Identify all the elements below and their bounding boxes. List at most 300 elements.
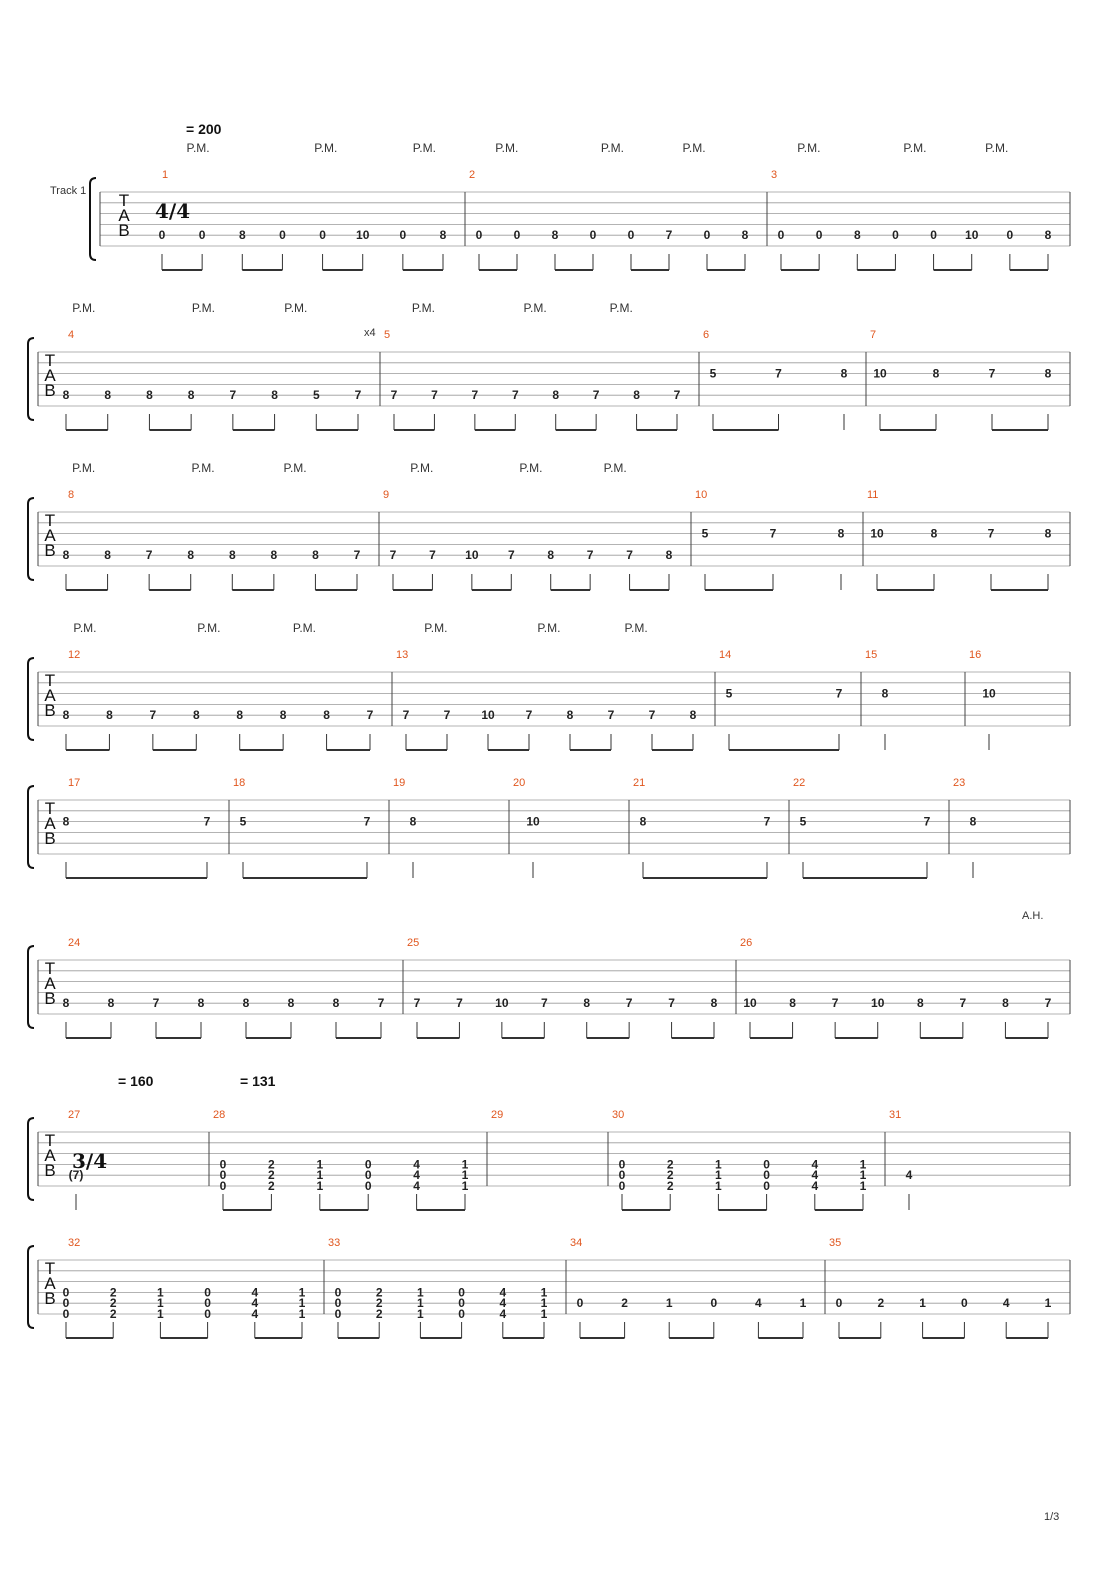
- fret-number: 4: [905, 1168, 913, 1183]
- fret-number: 7: [389, 548, 397, 563]
- fret-number: 8: [932, 366, 940, 381]
- measure-number: 31: [889, 1109, 902, 1121]
- palm-mute-label: P.M.: [283, 461, 307, 475]
- measure-number: 17: [68, 777, 81, 789]
- tempo-marking: = 131: [240, 1073, 276, 1089]
- system-brace: [28, 946, 34, 1028]
- measure-number: 2: [469, 169, 476, 181]
- fret-number: 7: [626, 548, 633, 563]
- system-brace: [28, 338, 34, 420]
- measure-number: 34: [570, 1237, 583, 1249]
- tab-clef-letter: B: [44, 1161, 56, 1180]
- palm-mute-label: P.M.: [600, 141, 625, 155]
- fret-number: 0: [930, 228, 937, 243]
- fret-number: 2: [666, 1168, 674, 1183]
- fret-number: 8: [187, 548, 195, 563]
- fret-number: 7: [402, 708, 410, 723]
- tab-clef-letter: B: [44, 989, 56, 1008]
- system-brace: [28, 1246, 34, 1328]
- tab-clef-letter: T: [44, 511, 56, 530]
- fret-number: 7: [668, 996, 675, 1011]
- fret-number: 7: [353, 548, 361, 563]
- fret-number: 8: [271, 388, 278, 403]
- fret-number: 0: [703, 228, 711, 243]
- measure-number: 15: [865, 649, 878, 661]
- fret-number: 5: [239, 814, 247, 829]
- fret-number: 8: [287, 996, 295, 1011]
- fret-number: 0: [475, 228, 483, 243]
- fret-number: 0: [334, 1285, 342, 1300]
- fret-number: 8: [62, 548, 70, 563]
- fret-number: 8: [689, 708, 697, 723]
- fret-number: 1: [316, 1168, 324, 1183]
- fret-number: 1: [157, 1307, 164, 1321]
- fret-number: 4: [499, 1296, 507, 1311]
- fret-number: 0: [892, 228, 899, 243]
- fret-number: 8: [1002, 996, 1009, 1011]
- fret-number: 7: [149, 708, 157, 723]
- fret-number: 7: [431, 388, 438, 403]
- time-signature: 3/4: [72, 1149, 108, 1173]
- system-brace: [90, 178, 96, 260]
- palm-mute-label: P.M.: [797, 141, 821, 155]
- fret-number: 1: [799, 1296, 807, 1311]
- fret-number: 8: [665, 548, 673, 563]
- track-label: Track 1: [50, 185, 87, 197]
- fret-number: 0: [961, 1296, 968, 1311]
- system-brace: [28, 498, 34, 580]
- measure-number: 28: [213, 1109, 226, 1121]
- fret-number: 0: [835, 1296, 843, 1311]
- tab-clef-letter: B: [118, 221, 130, 240]
- fret-number: 4: [499, 1285, 507, 1300]
- measure-number: 27: [68, 1109, 81, 1121]
- tab-clef-letter: B: [44, 1289, 56, 1308]
- measure-number: 25: [407, 937, 420, 949]
- fret-number: 1: [298, 1285, 306, 1300]
- fret-number: 10: [870, 526, 884, 541]
- fret-number: 7: [525, 708, 533, 723]
- fret-number: 7: [923, 814, 931, 829]
- tab-system: [28, 461, 1070, 590]
- fret-number: 8: [881, 686, 889, 701]
- fret-number: 1: [157, 1285, 164, 1300]
- fret-number: 8: [583, 996, 591, 1011]
- fret-number: 5: [725, 686, 733, 701]
- fret-number: (7): [68, 1168, 84, 1183]
- fret-number: 7: [203, 814, 211, 829]
- fret-number: 5: [701, 526, 709, 541]
- tab-system: [28, 937, 1070, 1038]
- fret-number: 8: [639, 814, 647, 829]
- fret-number: 0: [334, 1296, 342, 1311]
- fret-number: 7: [377, 996, 385, 1011]
- palm-mute-label: P.M.: [609, 301, 633, 315]
- fret-number: 1: [540, 1296, 548, 1311]
- palm-mute-label: P.M.: [682, 141, 706, 155]
- tempo-marking: = 160: [118, 1073, 154, 1089]
- palm-mute-label: P.M.: [519, 461, 543, 475]
- artificial-harmonic-label: A.H.: [1022, 910, 1044, 922]
- fret-number: 0: [62, 1296, 70, 1311]
- fret-number: 10: [465, 548, 479, 563]
- palm-mute-label: P.M.: [424, 621, 448, 635]
- system-brace: [28, 786, 34, 868]
- fret-number: 4: [251, 1285, 259, 1300]
- measure-number: 12: [68, 649, 81, 661]
- fret-number: 1: [919, 1296, 926, 1311]
- fret-number: 1: [316, 1157, 324, 1172]
- fret-number: 0: [364, 1179, 372, 1193]
- tab-system: [28, 301, 1070, 430]
- repeat-count: x4: [364, 327, 376, 339]
- fret-number: 8: [312, 548, 319, 563]
- fret-number: 10: [481, 708, 495, 723]
- fret-number: 4: [413, 1157, 420, 1172]
- tab-clef-letter: T: [44, 959, 56, 978]
- tab-clef-letter: A: [118, 206, 130, 225]
- fret-number: 0: [618, 1168, 626, 1183]
- tab-clef-letter: T: [44, 1131, 56, 1150]
- tab-clef-letter: T: [44, 1259, 56, 1278]
- palm-mute-label: P.M.: [603, 461, 627, 475]
- palm-mute-label: P.M.: [186, 141, 210, 155]
- palm-mute-label: P.M.: [412, 141, 436, 155]
- tab-clef-letter: A: [44, 366, 56, 385]
- fret-number: 7: [152, 996, 160, 1011]
- fret-number: 8: [62, 708, 70, 723]
- fret-number: 1: [417, 1307, 424, 1321]
- tab-system: [28, 621, 1070, 750]
- fret-number: 0: [710, 1296, 718, 1311]
- fret-number: 2: [109, 1296, 117, 1311]
- fret-number: 8: [409, 814, 417, 829]
- fret-number: 4: [413, 1168, 420, 1183]
- tab-clef-letter: A: [44, 814, 56, 833]
- fret-number: 8: [62, 814, 70, 829]
- fret-number: 8: [228, 548, 236, 563]
- fret-number: 8: [1044, 228, 1052, 243]
- palm-mute-label: P.M.: [410, 461, 434, 475]
- tab-clef-letter: B: [44, 541, 56, 560]
- fret-number: 8: [969, 814, 977, 829]
- fret-number: 0: [458, 1285, 465, 1300]
- measure-number: 30: [612, 1109, 625, 1121]
- fret-number: 7: [507, 548, 515, 563]
- fret-number: 8: [107, 996, 115, 1011]
- time-signature: 4/4: [155, 199, 191, 223]
- fret-number: 2: [877, 1296, 885, 1311]
- palm-mute-label: P.M.: [72, 301, 96, 315]
- measure-number: 6: [703, 329, 710, 341]
- fret-number: 1: [417, 1285, 424, 1300]
- fret-number: 4: [811, 1168, 819, 1183]
- fret-number: 7: [625, 996, 633, 1011]
- fret-number: 7: [987, 526, 995, 541]
- measure-number: 3: [771, 169, 778, 181]
- fret-number: 4: [811, 1157, 819, 1172]
- fret-number: 8: [192, 708, 200, 723]
- fret-number: 8: [853, 228, 861, 243]
- fret-number: 1: [157, 1296, 164, 1311]
- fret-number: 1: [715, 1168, 722, 1183]
- fret-number: 7: [592, 388, 600, 403]
- fret-number: 1: [859, 1179, 867, 1193]
- measure-number: 32: [68, 1237, 81, 1249]
- fret-number: 8: [552, 388, 560, 403]
- fret-number: 4: [413, 1179, 420, 1193]
- fret-number: 10: [526, 814, 540, 829]
- fret-number: 2: [375, 1296, 383, 1311]
- fret-number: 10: [982, 686, 996, 701]
- fret-number: 1: [540, 1285, 548, 1300]
- fret-number: 7: [769, 526, 777, 541]
- fret-number: 1: [715, 1157, 722, 1172]
- fret-number: 0: [62, 1285, 70, 1300]
- tab-clef-letter: B: [44, 701, 56, 720]
- palm-mute-label: P.M.: [191, 301, 216, 315]
- measure-number: 19: [393, 777, 406, 789]
- fret-number: 8: [270, 548, 278, 563]
- fret-number: 1: [316, 1179, 324, 1193]
- tab-system: [28, 1109, 1070, 1210]
- palm-mute-label: P.M.: [903, 141, 927, 155]
- fret-number: 7: [145, 548, 153, 563]
- fret-number: 4: [1002, 1296, 1010, 1311]
- fret-number: 7: [229, 388, 237, 403]
- fret-number: 7: [959, 996, 967, 1011]
- fret-number: 2: [268, 1179, 275, 1193]
- fret-number: 8: [279, 708, 287, 723]
- measure-number: 33: [328, 1237, 341, 1249]
- palm-mute-label: P.M.: [72, 461, 96, 475]
- measure-number: 23: [953, 777, 966, 789]
- fret-number: 0: [777, 228, 785, 243]
- fret-number: 5: [799, 814, 807, 829]
- fret-number: 8: [741, 228, 749, 243]
- fret-number: 4: [755, 1296, 762, 1311]
- fret-number: 7: [607, 708, 615, 723]
- fret-number: 0: [399, 228, 407, 243]
- tab-clef-letter: A: [44, 974, 56, 993]
- fret-number: 0: [334, 1307, 342, 1321]
- measure-number: 16: [969, 649, 982, 661]
- fret-number: 2: [621, 1296, 628, 1311]
- fret-number: 8: [840, 366, 848, 381]
- fret-number: 0: [364, 1168, 372, 1183]
- measure-number: 13: [396, 649, 409, 661]
- palm-mute-label: P.M.: [985, 141, 1009, 155]
- fret-number: 7: [1044, 996, 1052, 1011]
- fret-number: 8: [710, 996, 718, 1011]
- fret-number: 7: [429, 548, 436, 563]
- system-brace: [28, 1118, 34, 1200]
- fret-number: 8: [197, 996, 205, 1011]
- palm-mute-label: P.M.: [197, 621, 221, 635]
- palm-mute-label: P.M.: [292, 621, 317, 635]
- tab-clef-letter: B: [44, 829, 56, 848]
- palm-mute-label: P.M.: [624, 621, 648, 635]
- fret-number: 0: [62, 1307, 70, 1321]
- fret-number: 4: [251, 1307, 259, 1321]
- fret-number: 10: [743, 996, 757, 1011]
- fret-number: 0: [204, 1285, 211, 1300]
- fret-number: 7: [988, 366, 996, 381]
- fret-number: 10: [495, 996, 509, 1011]
- fret-number: 0: [763, 1157, 770, 1172]
- fret-number: 1: [859, 1157, 867, 1172]
- fret-number: 8: [566, 708, 574, 723]
- fret-number: 7: [665, 228, 673, 243]
- fret-number: 8: [236, 708, 244, 723]
- fret-number: 8: [238, 228, 246, 243]
- fret-number: 8: [547, 548, 555, 563]
- tab-clef-letter: A: [44, 1146, 56, 1165]
- tab-clef-letter: T: [118, 191, 130, 210]
- fret-number: 7: [366, 708, 374, 723]
- fret-number: 8: [439, 228, 447, 243]
- fret-number: 10: [871, 996, 885, 1011]
- fret-number: 7: [443, 708, 451, 723]
- tab-clef-letter: T: [44, 799, 56, 818]
- fret-number: 7: [413, 996, 421, 1011]
- tab-clef-letter: B: [44, 381, 56, 400]
- fret-number: 0: [763, 1179, 770, 1193]
- palm-mute-label: P.M.: [411, 301, 436, 315]
- measure-number: 9: [383, 489, 390, 501]
- fret-number: 0: [158, 228, 166, 243]
- fret-number: 0: [576, 1296, 584, 1311]
- measure-number: 10: [695, 489, 708, 501]
- fret-number: 0: [204, 1296, 211, 1311]
- fret-number: 8: [62, 388, 70, 403]
- palm-mute-label: P.M.: [191, 461, 215, 475]
- fret-number: 8: [187, 388, 195, 403]
- fret-number: 8: [551, 228, 559, 243]
- fret-number: 0: [219, 1168, 227, 1183]
- fret-number: 0: [219, 1179, 227, 1193]
- fret-number: 8: [1044, 366, 1052, 381]
- fret-number: 2: [666, 1179, 674, 1193]
- fret-number: 7: [363, 814, 371, 829]
- fret-number: 1: [298, 1296, 306, 1311]
- fret-number: 2: [109, 1285, 117, 1300]
- fret-number: 10: [965, 228, 979, 243]
- measure-number: 11: [867, 489, 879, 501]
- measure-number: 21: [633, 777, 646, 789]
- fret-number: 8: [1044, 526, 1052, 541]
- fret-number: 8: [837, 526, 845, 541]
- fret-number: 0: [1006, 228, 1014, 243]
- palm-mute-label: P.M.: [523, 301, 547, 315]
- measure-number: 29: [491, 1109, 504, 1121]
- measure-number: 24: [68, 937, 81, 949]
- fret-number: 0: [458, 1307, 465, 1321]
- fret-number: 1: [1044, 1296, 1052, 1311]
- palm-mute-label: P.M.: [314, 141, 338, 155]
- measure-number: 1: [162, 169, 169, 181]
- fret-number: 8: [104, 548, 111, 563]
- tab-clef-letter: A: [44, 526, 56, 545]
- fret-number: 2: [268, 1168, 275, 1183]
- palm-mute-label: P.M.: [284, 301, 308, 315]
- fret-number: 8: [332, 996, 340, 1011]
- measure-number: 5: [384, 329, 391, 341]
- fret-number: 8: [633, 388, 640, 403]
- fret-number: 4: [499, 1307, 507, 1321]
- tab-clef-letter: T: [44, 671, 56, 690]
- fret-number: 7: [354, 388, 362, 403]
- fret-number: 10: [873, 366, 887, 381]
- fret-number: 2: [375, 1307, 383, 1321]
- fret-number: 4: [251, 1296, 259, 1311]
- page-number: 1/3: [1044, 1511, 1060, 1523]
- tab-system: [28, 1237, 1070, 1338]
- fret-number: 0: [589, 228, 597, 243]
- fret-number: 1: [461, 1157, 469, 1172]
- fret-number: 7: [456, 996, 463, 1011]
- fret-number: 2: [109, 1307, 117, 1321]
- fret-number: 0: [279, 228, 286, 243]
- fret-number: 8: [323, 708, 330, 723]
- measure-number: 26: [740, 937, 753, 949]
- fret-number: 4: [811, 1179, 819, 1193]
- fret-number: 1: [461, 1179, 469, 1193]
- fret-number: 0: [815, 228, 823, 243]
- fret-number: 8: [242, 996, 250, 1011]
- fret-number: 8: [789, 996, 796, 1011]
- fret-number: 8: [106, 708, 113, 723]
- fret-number: 8: [146, 388, 153, 403]
- fret-number: 1: [417, 1296, 424, 1311]
- fret-number: 1: [298, 1307, 306, 1321]
- fret-number: 8: [104, 388, 112, 403]
- fret-number: 0: [763, 1168, 770, 1183]
- palm-mute-label: P.M.: [537, 621, 561, 635]
- fret-number: 2: [666, 1157, 674, 1172]
- fret-number: 1: [540, 1307, 548, 1321]
- tab-clef-letter: A: [44, 686, 56, 705]
- fret-number: 0: [458, 1296, 465, 1311]
- fret-number: 2: [375, 1285, 383, 1300]
- measure-number: 4: [68, 329, 75, 341]
- fret-number: 7: [540, 996, 548, 1011]
- fret-number: 8: [930, 526, 938, 541]
- measure-number: 20: [513, 777, 526, 789]
- fret-number: 5: [312, 388, 320, 403]
- tab-system: [28, 777, 1070, 878]
- fret-number: 2: [268, 1157, 275, 1172]
- fret-number: 7: [835, 686, 843, 701]
- fret-number: 0: [364, 1157, 372, 1172]
- fret-number: 7: [831, 996, 839, 1011]
- fret-number: 0: [204, 1307, 211, 1321]
- fret-number: 7: [586, 548, 594, 563]
- measure-number: 8: [68, 489, 75, 501]
- measure-number: 14: [719, 649, 732, 661]
- fret-number: 7: [511, 388, 519, 403]
- fret-number: 7: [648, 708, 656, 723]
- fret-number: 8: [916, 996, 924, 1011]
- fret-number: 7: [471, 388, 479, 403]
- measure-number: 7: [870, 329, 877, 341]
- measure-number: 22: [793, 777, 806, 789]
- fret-number: 1: [665, 1296, 673, 1311]
- fret-number: 0: [618, 1157, 626, 1172]
- fret-number: 0: [198, 228, 206, 243]
- tempo-marking: = 200: [186, 121, 222, 137]
- fret-number: 7: [763, 814, 771, 829]
